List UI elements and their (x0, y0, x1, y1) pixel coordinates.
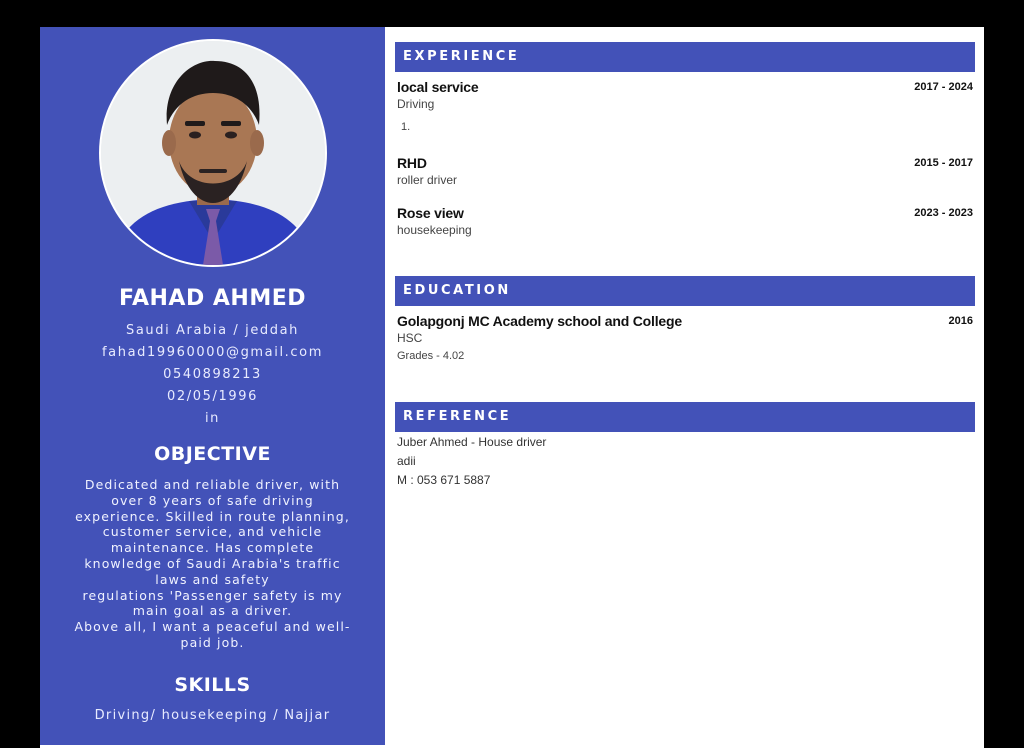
experience-title: local service (397, 79, 479, 95)
experience-note: 1. (401, 121, 411, 133)
profile-name: FAHAD AHMED (118, 286, 306, 311)
skills-heading: SKILLS (174, 674, 251, 696)
experience-date: 2017 - 2024 (914, 81, 973, 93)
education-item (397, 313, 973, 362)
education-grades: Grades - 4.02 (397, 350, 465, 362)
reference-line: adii (397, 454, 416, 468)
experience-item (397, 155, 973, 187)
email-text: fahad19960000@gmail.com (102, 345, 323, 360)
objective-text: Dedicated and reliable driver, with over 8 years of safe driving experience. Skilled in route planning, customer service, and vehicle maintenance. Has complete knowledge of Saudi Arabia's traffic laws and safety regulations 'Passenger safety is my main goal as a driver. Above all, I want a peaceful and well- paid job. (74, 477, 351, 650)
education-degree: HSC (397, 331, 423, 345)
education-date: 2016 (948, 315, 973, 327)
experience-date: 2023 - 2023 (914, 207, 973, 219)
resume-sidebar (40, 27, 385, 745)
misc-text: in (204, 411, 221, 426)
education-title: Golapgonj MC Academy school and College (397, 313, 682, 329)
birthdate-text: 02/05/1996 (167, 389, 258, 404)
contact-info (40, 320, 385, 430)
phone-text: 0540898213 (163, 367, 262, 382)
experience-title: RHD (397, 155, 427, 171)
experience-date: 2015 - 2017 (914, 157, 973, 169)
objective-heading: OBJECTIVE (154, 443, 271, 465)
experience-role: Driving (397, 97, 435, 111)
reference-line: M : 053 671 5887 (397, 473, 491, 487)
experience-heading: EXPERIENCE (395, 42, 975, 72)
profile-photo (99, 39, 327, 267)
reference-heading: REFERENCE (395, 402, 975, 432)
reference-line: Juber Ahmed - House driver (397, 435, 547, 449)
experience-title: Rose view (397, 205, 464, 221)
experience-role: housekeeping (397, 223, 472, 237)
skills-text: Driving/ housekeeping / Najjar (94, 708, 331, 723)
location-text: Saudi Arabia / jeddah (125, 323, 300, 338)
experience-item (397, 79, 973, 133)
experience-item (397, 205, 973, 237)
education-heading: EDUCATION (395, 276, 975, 306)
experience-role: roller driver (397, 173, 458, 187)
resume-page (40, 27, 984, 748)
profile-photo-illustration (101, 41, 325, 265)
